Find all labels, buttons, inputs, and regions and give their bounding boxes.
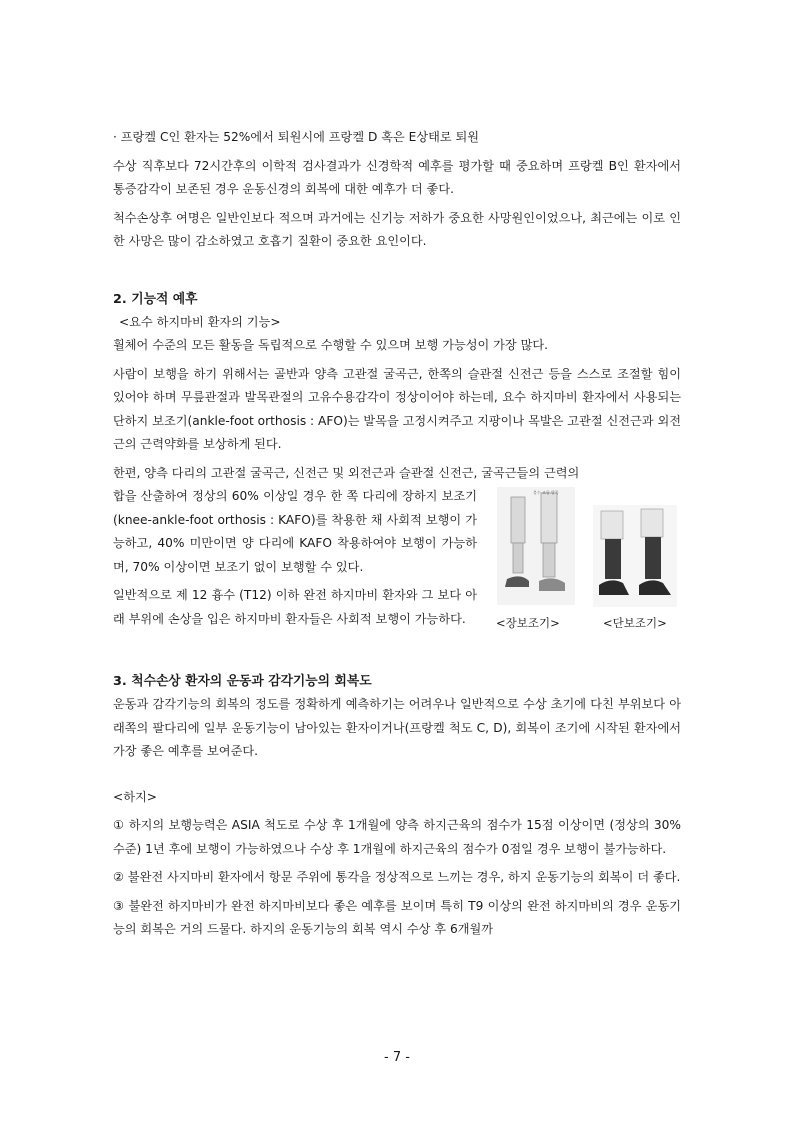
caption-afo: <단보조기>: [603, 616, 667, 630]
bullet-line: · 프랑켈 C인 환자는 52%에서 퇴원시에 프랑켈 D 혹은 E상태로 퇴원: [113, 130, 480, 144]
paragraph: 합을 산출하여 정상의 60% 이상일 경우 한 쪽 다리에 장하지 보조기(knee-ankle-foot orthosis : KAFO)를 착용한 채 사회적 보행이 가능하고, 40% 미만이면 양 다리에 KAFO 착용하여야 보행이 가능하며, 70% 이상이면 보조기 없이 보행할 수 있다.: [113, 489, 477, 574]
subheading: <요수 하지마비 환자의 기능>: [119, 314, 281, 329]
paragraph: 일반적으로 제 12 흉수 (T12) 이하 완전 하지마비 환자와 그 보다 아래 부위에 손상을 입은 하지마비 환자들은 사회적 보행이 가능하다.: [113, 588, 477, 626]
list-item: ① 하지의 보행능력은 ASIA 척도로 수상 후 1개월에 양측 하지근육의 점수가 15점 이상이면 (정상의 30% 수준) 1년 후에 보행이 가능하였으나 수상 후 1개월에 하지근육의 점수가 0점일 경우 보행이 불가능하다.: [113, 818, 681, 856]
page-number: - 7 -: [384, 1050, 410, 1065]
list-item: ③ 불완전 하지마비가 완전 하지마비보다 좋은 예후를 보이며 특히 T9 이상의 완전 하지마비의 경우 운동기능의 회복은 거의 드물다. 하지의 운동기능의 회복 역시 수상 후 6개월까: [113, 898, 681, 936]
paragraph: 휠체어 수준의 모든 활동을 독립적으로 수행할 수 있으며 보행 가능성이 가장 많다.: [113, 338, 549, 352]
paragraph: 운동과 감각기능의 회복의 정도를 정확하게 예측하기는 어려우나 일반적으로 수상 초기에 다친 부위보다 아래쪽의 팔다리에 일부 운동기능이 남아있는 환자이거나(프랑켈 척도 C, D), 회복이 조기에 시작된 환자에서 가장 좋은 예후를 보여준다.: [113, 697, 681, 758]
paragraph: 한편, 양측 다리의 고관절 굴곡근, 신전근 및 외전근과 슬관절 신전근, 굴곡근들의 근력의: [113, 465, 580, 480]
list-item: ② 불완전 사지마비 환자에서 항문 주위에 통각을 정상적으로 느끼는 경우, 하지 운동기능의 회복이 더 좋다.: [113, 870, 681, 884]
caption-kafo: <장보조기>: [496, 616, 560, 630]
paragraph: 사람이 보행을 하기 위해서는 골반과 양측 고관절 굴곡근, 한쪽의 슬관절 신전근 등을 스스로 조절할 힘이 있어야 하며 무릎관절과 발목관절의 고유수용감각이 정상이어야 하는데, 요수 하지마비 환자에서 사용되는 단하지 보조기(ankle-foot orthosis : AFO)는 발목을 고정시켜주고 지팡이나 목발은 고관절 신전근과 외전근의 근력약화를 보상하게 된다.: [113, 366, 681, 451]
kafo-photo: [497, 487, 575, 605]
subheading: <하지>: [113, 789, 157, 804]
photo-label: 불수 조립 발목: [533, 490, 559, 495]
paragraph: 척수손상후 여명은 일반인보다 적으며 과거에는 신기능 저하가 중요한 사망원인이었으나, 최근에는 이로 인한 사망은 많이 감소하였고 호흡기 질환이 중요한 요인이다.: [113, 210, 681, 248]
figure-section: [113, 485, 681, 631]
paragraph: 수상 직후보다 72시간후의 이학적 검사결과가 신경학적 예후를 평가할 때 중요하며 프랑켈 B인 환자에서 통증감각이 보존된 경우 운동신경의 회복에 대한 예후가 더 좋다.: [113, 158, 681, 196]
section-heading: 2. 기능적 예후: [113, 291, 198, 307]
document-page: [113, 126, 681, 942]
orthosis-figure: [491, 487, 683, 659]
section-heading: 3. 척수손상 환자의 운동과 감각기능의 회복도: [113, 674, 372, 689]
afo-photo: [593, 505, 677, 607]
